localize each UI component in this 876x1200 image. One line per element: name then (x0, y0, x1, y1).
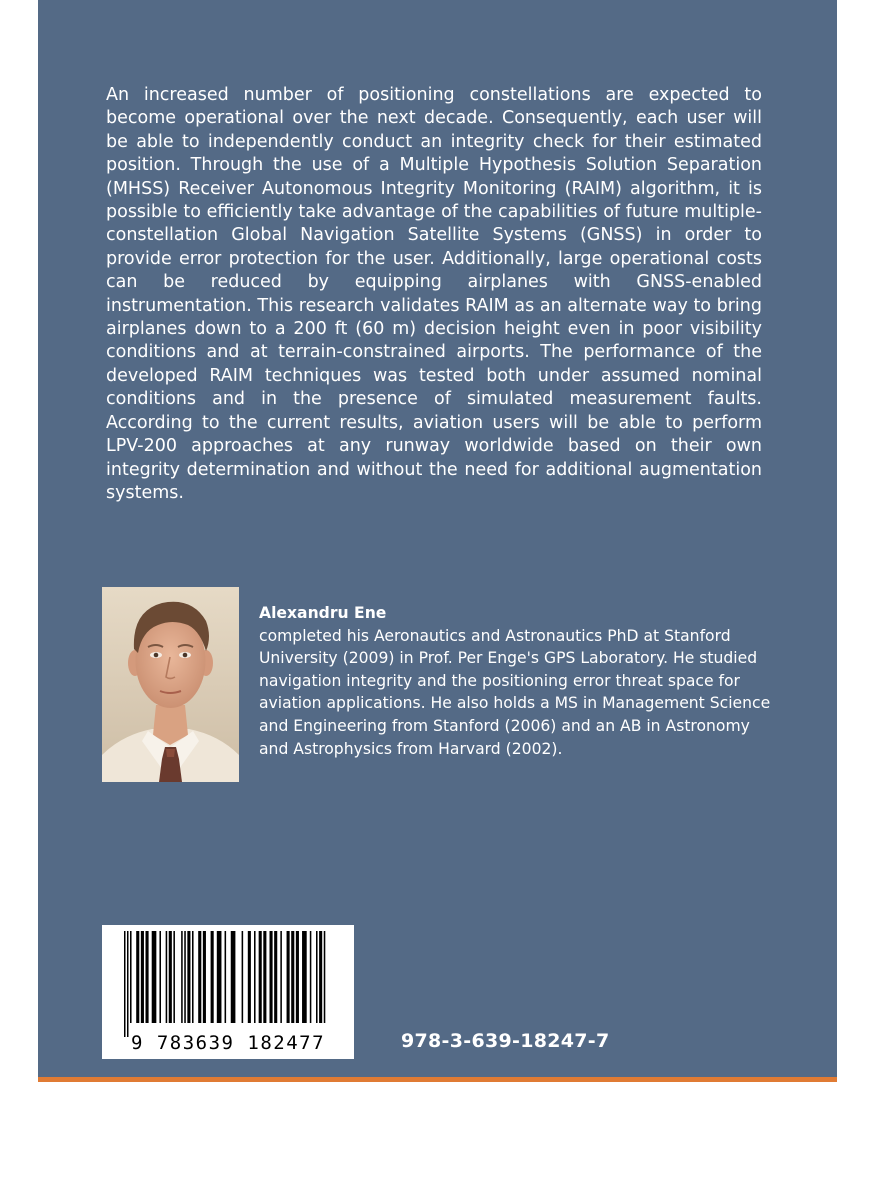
barcode-bar (280, 931, 282, 1023)
barcode-bar (217, 931, 222, 1023)
barcode-bar (187, 931, 190, 1023)
barcode-bar (159, 931, 161, 1023)
barcode-bar (287, 931, 290, 1023)
barcode-bar (130, 931, 132, 1023)
barcode-bar (169, 931, 172, 1023)
barcode-bar (173, 931, 175, 1023)
barcode-bar (296, 931, 299, 1023)
barcode-bar (203, 931, 206, 1023)
barcode-bar (231, 931, 236, 1023)
barcode-bar (192, 931, 194, 1023)
author-bio (259, 602, 779, 760)
barcode-bar (127, 931, 129, 1037)
book-description: An increased number of positioning constellations are expected to become operational over the next decade. Consequently, each user will be able to independently conduct an integrity check for their estimated position. Through the use of a Multiple Hypothesis Solution Separation (MHSS) Receiver Autonomous Integrity Monitoring (RAIM) algorithm, it is possible to efficiently take advantage of the capabilities of future multiple-constellation Global Navigation Satellite Systems (GNSS) in order to provide error protection for the user. Additionally, large operational costs can be reduced by equipping airplanes with GNSS-enabled instrumentation. This research validates RAIM as an alternate way to bring airplanes down to a 200 ft (60 m) decision height even in poor visibility conditions and at terrain-constrained airports. The performance of the developed RAIM techniques was tested both under assumed nominal conditions and in the presence of simulated measurement faults. According to the current results, aviation users will be able to perform LPV-200 approaches at any runway worldwide based on their own integrity determination and without the need for additional augmentation systems. (106, 85, 762, 503)
barcode-bar (211, 931, 214, 1023)
barcode-bar (198, 931, 201, 1023)
barcode-bar (310, 931, 312, 1023)
barcode-bar (242, 931, 244, 1023)
barcode-bar (319, 931, 322, 1023)
barcode-bar (259, 931, 262, 1023)
author-portrait-icon (102, 587, 239, 782)
isbn-barcode (102, 925, 354, 1059)
barcode-bar (248, 931, 251, 1023)
barcode-bar (316, 931, 318, 1023)
barcode-digits: 9 783639 182477 (130, 1032, 326, 1054)
barcode-bar (141, 931, 144, 1023)
accent-stripe (38, 1077, 837, 1082)
barcode-bar (291, 931, 294, 1023)
isbn-number: 978-3-639-18247-7 (401, 1030, 610, 1052)
barcode-bar (181, 931, 183, 1023)
barcode-bar (166, 931, 168, 1023)
barcode-bar (136, 931, 139, 1023)
barcode-bar (324, 931, 326, 1023)
barcode-icon (102, 925, 354, 1059)
barcode-bar (270, 931, 273, 1023)
barcode-bar (225, 931, 227, 1023)
barcode-bar (254, 931, 256, 1023)
barcode-bar (302, 931, 307, 1023)
barcode-bar (263, 931, 266, 1023)
barcode-bar (152, 931, 157, 1023)
barcode-bar (124, 931, 126, 1037)
barcode-bar (146, 931, 149, 1023)
author-photo (102, 587, 239, 782)
author-bio-text: completed his Aeronautics and Astronautics PhD at Stanford University (2009) in Prof. Per Enge's GPS Laboratory. He studied navigation integrity and the positioning error threat space for aviation applications. He also holds a MS in Management Science and Engineering from Stanford (2006) and an AB in Astronomy and Astrophysics from Harvard (2002). (259, 626, 771, 758)
barcode-bar (274, 931, 277, 1023)
author-name: Alexandru Ene (259, 604, 387, 622)
barcode-bar (184, 931, 186, 1023)
